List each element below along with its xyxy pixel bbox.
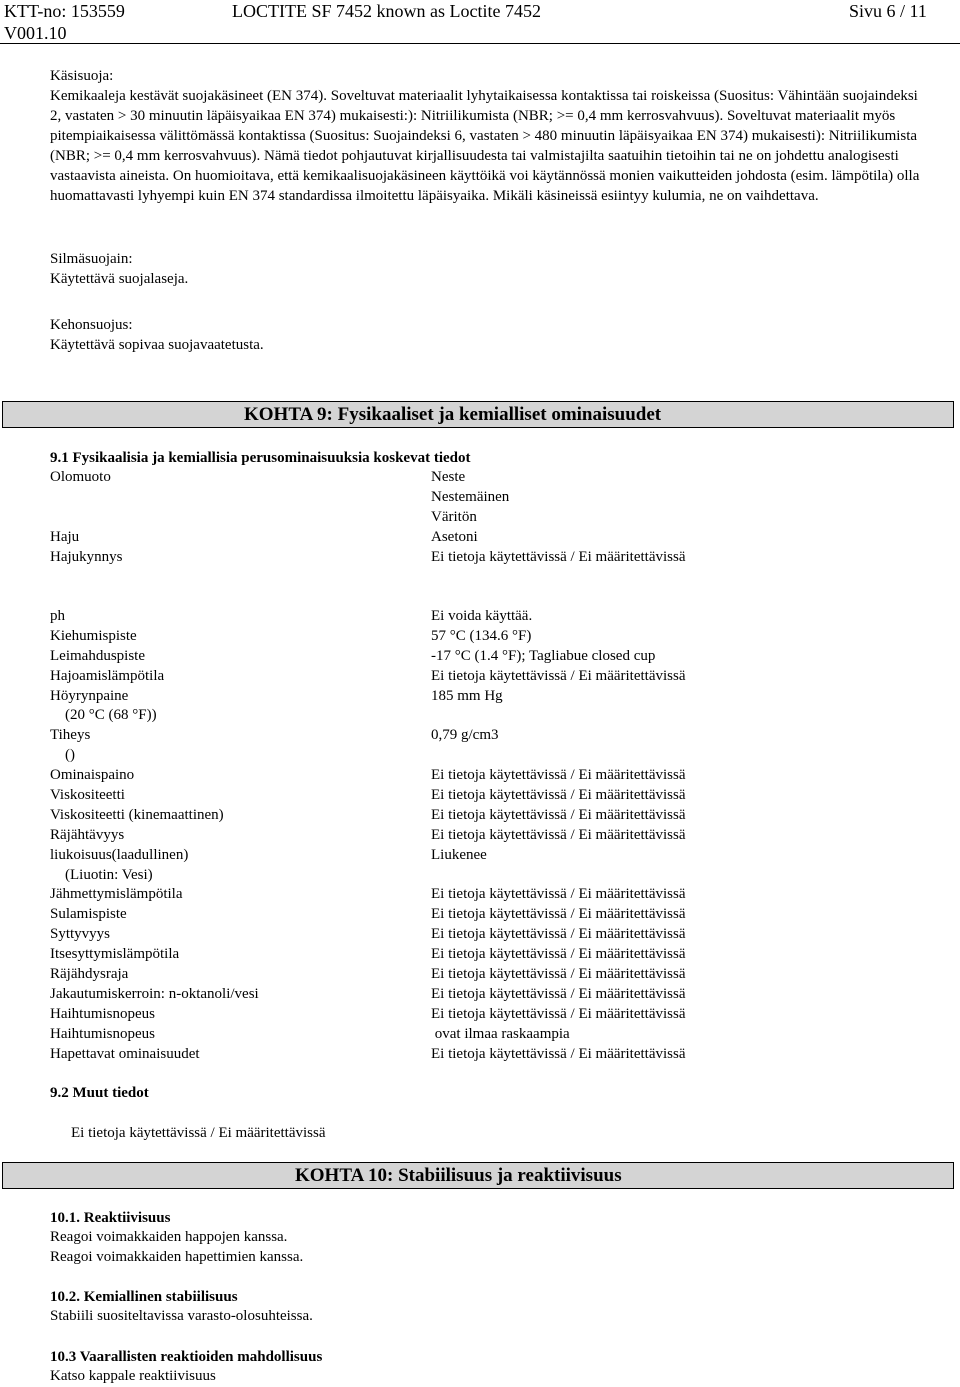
table-row — [50, 765, 930, 785]
property-label: ph — [50, 608, 65, 624]
property-value: 57 °C (134.6 °F) — [431, 627, 532, 644]
hand-protection-label: Käsisuoja: — [50, 68, 114, 84]
property-label: Sulamispiste — [50, 906, 127, 923]
property-label: Hapettavat ominaisuudet — [50, 1045, 200, 1062]
property-label: Ominaispaino — [50, 767, 135, 784]
appearance-value: Neste — [431, 469, 466, 485]
section-10-2-heading: 10.2. Kemiallinen stabiilisuus — [50, 1289, 238, 1305]
header-rule — [0, 43, 960, 44]
table-row — [50, 1044, 930, 1064]
property-label: Kiehumispiste — [50, 627, 137, 644]
properties-table — [50, 606, 930, 1063]
table-row — [50, 646, 930, 666]
property-value: Ei voida käyttää. — [431, 608, 533, 624]
hazardous-reactions-text: Katso kappale reaktiivisuus — [50, 1368, 216, 1384]
property-label: () — [50, 747, 75, 764]
property-value: Ei tietoja käytettävissä / Ei määritettävissä — [431, 985, 686, 1002]
property-label: Höyrynpaine — [50, 687, 129, 704]
property-label: Haihtumisnopeus — [50, 1025, 155, 1042]
property-label: liukoisuus(laadullinen) — [50, 846, 189, 863]
product-name: LOCTITE SF 7452 known as Loctite 7452 — [232, 1, 541, 21]
table-row — [50, 825, 930, 845]
property-label: (Liuotin: Vesi) — [50, 866, 153, 883]
appearance-label: Olomuoto — [50, 469, 111, 485]
property-value: Ei tietoja käytettävissä / Ei määritettävissä — [431, 787, 686, 804]
property-label: Viskositeetti — [50, 787, 125, 804]
table-row — [50, 984, 930, 1004]
odor-value: Asetoni — [431, 529, 478, 545]
property-value: Ei tietoja käytettävissä / Ei määritettävissä — [431, 1045, 686, 1062]
section-9-2-heading: 9.2 Muut tiedot — [50, 1085, 149, 1101]
property-label: Viskositeetti (kinemaattinen) — [50, 806, 224, 823]
property-value: 185 mm Hg — [431, 687, 503, 704]
body-protection-text: Käytettävä sopivaa suojavaatetusta. — [50, 337, 264, 353]
eye-protection-label: Silmäsuojain: — [50, 251, 133, 267]
property-value: Ei tietoja käytettävissä / Ei määritettävissä — [431, 966, 686, 983]
property-label: Haihtumisnopeus — [50, 1005, 155, 1022]
table-row — [50, 904, 930, 924]
ktt-number: KTT-no: 153559 — [4, 1, 125, 21]
table-row — [50, 944, 930, 964]
odor-threshold-value: Ei tietoja käytettävissä / Ei määritettävissä — [431, 549, 686, 565]
property-value: Ei tietoja käytettävissä / Ei määritettävissä — [431, 767, 686, 784]
table-row — [50, 705, 930, 725]
appearance-value: Väritön — [431, 509, 477, 525]
table-row — [50, 1004, 930, 1024]
table-row — [50, 606, 930, 626]
property-value: -17 °C (1.4 °F); Tagliabue closed cup — [431, 647, 656, 664]
property-value: Ei tietoja käytettävissä / Ei määritettävissä — [431, 906, 686, 923]
property-label: Syttyvyys — [50, 926, 111, 943]
page-number: Sivu 6 / 11 — [849, 1, 927, 21]
property-value: Ei tietoja käytettävissä / Ei määritettävissä — [431, 886, 686, 903]
property-label: Itsesyttymislämpötila — [50, 946, 180, 963]
section-10-1-heading: 10.1. Reaktiivisuus — [50, 1210, 171, 1226]
table-row — [50, 924, 930, 944]
table-row — [50, 1024, 930, 1044]
table-row — [50, 865, 930, 885]
property-label: (20 °C (68 °F)) — [50, 707, 157, 724]
stability-text: Stabiili suositeltavissa varasto-olosuhteissa. — [50, 1308, 313, 1324]
appearance-value: Nestemäinen — [431, 489, 510, 505]
property-label: Jähmettymislämpötila — [50, 886, 183, 903]
property-value: ovat ilmaa raskaampia — [431, 1025, 570, 1042]
property-label: Hajoamislämpötila — [50, 667, 165, 684]
property-label: Tiheys — [50, 727, 91, 744]
table-row — [50, 666, 930, 686]
section-10-title: KOHTA 10: Stabiilisuus ja reaktiivisuus — [295, 1165, 622, 1186]
table-row — [50, 626, 930, 646]
other-info-text: Ei tietoja käytettävissä / Ei määritettävissä — [71, 1125, 326, 1141]
version-number: V001.10 — [4, 23, 67, 43]
property-value: Ei tietoja käytettävissä / Ei määritettävissä — [431, 1005, 686, 1022]
table-row — [50, 964, 930, 984]
property-label: Räjähtävyys — [50, 826, 125, 843]
table-row — [50, 745, 930, 765]
hand-protection-text: Kemikaaleja kestävät suojakäsineet (EN 374). Soveltuvat materiaalit lyhytaikaisessa kontaktissa tai roiskeissa (Suositus: Vähintään suojaindeksi 2, vastaten > 30 minuutin läpäisyaikaa EN 374) mukaisesti:): Nitriilikumista (NBR; >= 0,4 mm kerrosvahvuus). Soveltuvat materiaalit myös pitempiaikaisessa välittömässä kontaktissa (Suositus: Suojaindeksi 6, vastaten > 480 minuutin läpäisyaikaa EN 374) mukaisesti): Nitriilikumista (NBR; >= 0,4 mm kerrosvahvuus). Nämä tiedot pohjautuvat kirjallisuudesta tai valmistajilta saatuihin tietoihin tai ne on johdettu analogisesti vastaavista aineista. On huomioitava, että kemikaalisuojakäsineen käyttöikä voi käytännössä monien vaikutteiden johdosta (esim. lämpötila) olla huomattavasti lyhyempi kuin EN 374 standardissa ilmoitettu läpäisyaika. Mikäli käsineissä esiintyy kulumia, ne on vaihdettava. — [50, 88, 920, 204]
reactivity-line: Reagoi voimakkaiden hapettimien kanssa. — [50, 1249, 304, 1265]
property-label: Leimahduspiste — [50, 647, 145, 664]
property-value: Ei tietoja käytettävissä / Ei määritettävissä — [431, 926, 686, 943]
property-value: Liukenee — [431, 846, 487, 863]
section-9-title: KOHTA 9: Fysikaaliset ja kemialliset ominaisuudet — [244, 404, 662, 425]
table-row — [50, 805, 930, 825]
odor-label: Haju — [50, 529, 80, 545]
table-row — [50, 884, 930, 904]
table-row — [50, 785, 930, 805]
body-protection-label: Kehonsuojus: — [50, 317, 133, 333]
table-row — [50, 725, 930, 745]
property-label: Räjähdysraja — [50, 966, 129, 983]
odor-threshold-label: Hajukynnys — [50, 549, 123, 565]
property-label: Jakautumiskerroin: n-oktanoli/vesi — [50, 985, 259, 1002]
reactivity-line: Reagoi voimakkaiden happojen kanssa. — [50, 1229, 288, 1245]
property-value: 0,79 g/cm3 — [431, 727, 499, 744]
section-9-1-heading: 9.1 Fysikaalisia ja kemiallisia perusominaisuuksia koskevat tiedot — [50, 450, 471, 466]
section-10-3-heading: 10.3 Vaarallisten reaktioiden mahdollisuus — [50, 1349, 323, 1365]
property-value: Ei tietoja käytettävissä / Ei määritettävissä — [431, 946, 686, 963]
property-value: Ei tietoja käytettävissä / Ei määritettävissä — [431, 806, 686, 823]
eye-protection-text: Käytettävä suojalaseja. — [50, 271, 189, 287]
property-value: Ei tietoja käytettävissä / Ei määritettävissä — [431, 667, 686, 684]
property-value: Ei tietoja käytettävissä / Ei määritettävissä — [431, 826, 686, 843]
table-row — [50, 686, 930, 706]
table-row — [50, 845, 930, 865]
